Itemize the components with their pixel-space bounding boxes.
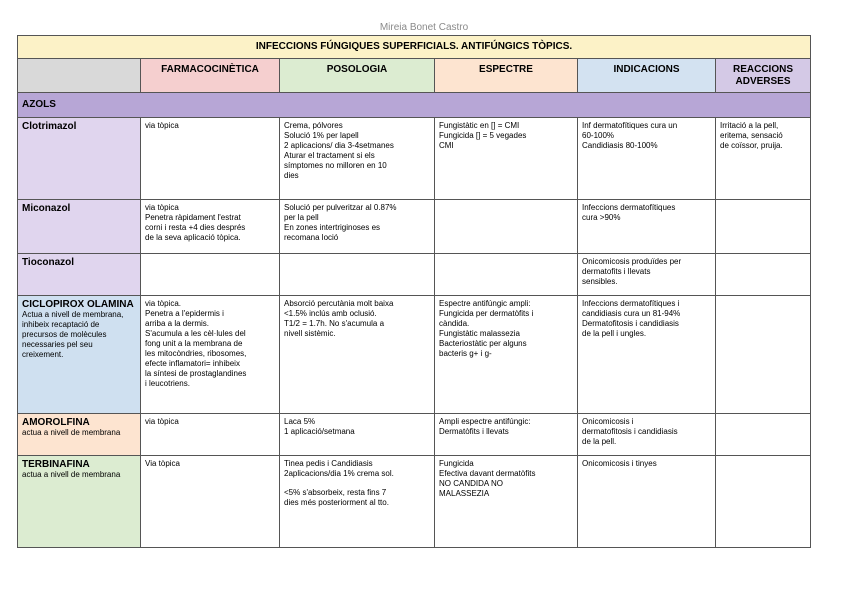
author-name: Mireia Bonet Castro — [379, 22, 469, 33]
cell-line: dies més posteriorment al tto. — [284, 498, 389, 507]
header-posologia: POSOLOGIA — [280, 59, 435, 93]
cell-line: Crema, pólvores — [284, 121, 343, 130]
cell-indicacions — [578, 296, 716, 414]
cell-line: CMI — [439, 141, 454, 150]
cell-line: En zones intertriginoses es — [284, 223, 381, 232]
drug-name: CICLOPIROX OLAMINA — [22, 299, 134, 310]
cell-line: Dermatofitosis i candidiasis — [582, 319, 679, 328]
drug-cell — [18, 118, 141, 200]
cell-line: 2aplicacions/dia 1% crema sol. — [284, 469, 394, 478]
table-row — [18, 254, 811, 296]
header-row — [18, 59, 811, 93]
cell-line: via tòpica — [145, 417, 179, 426]
cell-line: Onicomicosis i tinyes — [582, 459, 657, 468]
cell-line: MALASSEZIA — [439, 489, 490, 498]
cell-posologia — [280, 456, 435, 548]
cell-espectre — [435, 296, 578, 414]
drug-cell — [18, 414, 141, 456]
cell-line: corni i resta +4 dies després — [145, 223, 246, 232]
cell-line: nivell sistèmic. — [284, 329, 336, 338]
cell-line: Fungistàtic en [] = CMI — [439, 121, 520, 130]
cell-line: Onicomicosis i — [582, 417, 634, 426]
cell-line: Fungicida per dermatòfits i — [439, 309, 534, 318]
cell-line: Aturar el tractament si els — [284, 151, 375, 160]
cell-line: Fungistàtic malassezia — [439, 329, 520, 338]
table-row — [18, 118, 811, 200]
antifungal-table — [17, 35, 811, 548]
cell-line: les mitocòndries, ribosomes, — [145, 349, 247, 358]
cell-line: la síntesi de prostaglandines — [145, 369, 247, 378]
cell-line: <1.5% inclús amb oclusió. — [284, 309, 377, 318]
cell-line: Ampli espectre antifúngic: — [439, 417, 531, 426]
cell-line: de la pell. — [582, 437, 617, 446]
cell-line: via tòpica — [145, 121, 179, 130]
cell-espectre — [435, 254, 578, 296]
cell-indicacions — [578, 118, 716, 200]
drug-cell — [18, 296, 141, 414]
drug-name: Tioconazol — [22, 257, 75, 268]
cell-line: fong unit a la membrana de — [145, 339, 243, 348]
cell-line: Solució 1% per lapell — [284, 131, 359, 140]
cell-line: Via tòpica — [145, 459, 180, 468]
cell-line: NO CANDIDA NO — [439, 479, 504, 488]
cell-farmacocinetica — [141, 414, 280, 456]
cell-line: Bacteriostàtic per alguns — [439, 339, 527, 348]
cell-farmacocinetica — [141, 200, 280, 254]
header-reaccions-adverses: REACCIONS ADVERSES — [716, 59, 811, 93]
drug-note: Actua a nivell de membrana, inhibeix recaptació de precursos de molècules necessaries pel seu creixement. — [22, 310, 124, 359]
drug-cell — [18, 200, 141, 254]
cell-line: S'acumula a les cèl·lules del — [145, 329, 246, 338]
cell-line: Tinea pedis i Candidiasis — [284, 459, 373, 468]
cell-line: sensibles. — [582, 277, 618, 286]
header-espectre: ESPECTRE — [435, 59, 578, 93]
cell-posologia — [280, 414, 435, 456]
cell-line: bacteris g+ i g- — [439, 349, 492, 358]
cell-line: dermatofits i llevats — [582, 267, 651, 276]
cell-line: T1/2 = 1.7h. No s'acumula a — [284, 319, 385, 328]
cell-posologia — [280, 200, 435, 254]
cell-posologia — [280, 254, 435, 296]
drug-name: Clotrimazol — [22, 121, 77, 132]
cell-line: Laca 5% — [284, 417, 316, 426]
cell-line: efecte inflamatori= inhibeix — [145, 359, 240, 368]
header-farmacocinetica: FARMACOCINÈTICA — [141, 59, 280, 93]
cell-line: Onicomicosis produïdes per — [582, 257, 682, 266]
drug-cell — [18, 456, 141, 548]
cell-line: dermatofitosis i candidiasis — [582, 427, 678, 436]
cell-line: dies — [284, 171, 299, 180]
drug-name: TERBINAFINA — [22, 459, 90, 470]
cell-line: Espectre antifúngic ampli: — [439, 299, 531, 308]
cell-line: via tòpica. — [145, 299, 182, 308]
drug-name: AMOROLFINA — [22, 417, 90, 428]
table-row — [18, 200, 811, 254]
cell-line: cura >90% — [582, 213, 621, 222]
cell-line: 1 aplicació/setmana — [284, 427, 355, 436]
drug-note: actua a nivell de membrana — [22, 470, 121, 479]
cell-farmacocinetica — [141, 296, 280, 414]
cell-line: per la pell — [284, 213, 319, 222]
cell-farmacocinetica — [141, 456, 280, 548]
cell-line: Irritació a la pell, — [720, 121, 779, 130]
table-row — [18, 456, 811, 548]
cell-line: i leucotriens. — [145, 379, 190, 388]
cell-line: de la pell i ungles. — [582, 329, 647, 338]
drug-name: Miconazol — [22, 203, 71, 214]
cell-line: Candidiasis 80-100% — [582, 141, 658, 150]
header-indicacions: INDICACIONS — [578, 59, 716, 93]
table-title: INFECCIONS FÚNGIQUES SUPERFICIALS. ANTIFÚNGICS TÒPICS. — [18, 36, 811, 59]
cell-line: <5% s'absorbeix, resta fins 7 — [284, 488, 387, 497]
cell-line: Fungicida [] = 5 vegades — [439, 131, 527, 140]
cell-line: Fungicida — [439, 459, 474, 468]
table-row — [18, 414, 811, 456]
cell-indicacions — [578, 456, 716, 548]
cell-reaccions-adverses — [716, 200, 811, 254]
cell-line: arriba a la dermis. — [145, 319, 210, 328]
cell-line: de coïssor, pruija. — [720, 141, 783, 150]
cell-line: Infeccions dermatofítiques — [582, 203, 676, 212]
cell-posologia — [280, 118, 435, 200]
cell-line: 60-100% — [582, 131, 615, 140]
cell-farmacocinetica — [141, 254, 280, 296]
cell-line: Infeccions dermatofítiques i — [582, 299, 680, 308]
cell-reaccions-adverses — [716, 414, 811, 456]
cell-espectre — [435, 414, 578, 456]
cell-line: Penetra a l'epidermis i — [145, 309, 224, 318]
cell-farmacocinetica — [141, 118, 280, 200]
header-blank — [18, 59, 141, 93]
cell-reaccions-adverses — [716, 118, 811, 200]
cell-line: símptomes no milloren en 10 — [284, 161, 387, 170]
cell-reaccions-adverses — [716, 456, 811, 548]
section-azols: AZOLS — [18, 93, 811, 118]
cell-line: càndida. — [439, 319, 470, 328]
cell-indicacions — [578, 254, 716, 296]
cell-line: via tòpica — [145, 203, 179, 212]
cell-indicacions — [578, 414, 716, 456]
cell-line: Dermatòfits i llevats — [439, 427, 509, 436]
cell-line: Penetra ràpidament l'estrat — [145, 213, 241, 222]
cell-line: Efectiva davant dermatòfits — [439, 469, 536, 478]
table-row — [18, 296, 811, 414]
cell-line: 2 aplicacions/ dia 3-4setmanes — [284, 141, 394, 150]
cell-line: candidiasis cura un 81-94% — [582, 309, 681, 318]
cell-line: de la seva aplicació tòpica. — [145, 233, 241, 242]
cell-posologia — [280, 296, 435, 414]
cell-line: Inf dermatofítiques cura un — [582, 121, 678, 130]
cell-espectre — [435, 456, 578, 548]
cell-line: eritema, sensació — [720, 131, 783, 140]
drug-note: actua a nivell de membrana — [22, 428, 121, 437]
cell-reaccions-adverses — [716, 296, 811, 414]
cell-line: Solució per pulveritzar al 0.87% — [284, 203, 397, 212]
cell-line: recomana loció — [284, 233, 339, 242]
cell-line — [284, 479, 430, 488]
cell-line: Absorció percutània molt baixa — [284, 299, 394, 308]
drug-cell — [18, 254, 141, 296]
cell-espectre — [435, 118, 578, 200]
cell-indicacions — [578, 200, 716, 254]
cell-espectre — [435, 200, 578, 254]
cell-reaccions-adverses — [716, 254, 811, 296]
